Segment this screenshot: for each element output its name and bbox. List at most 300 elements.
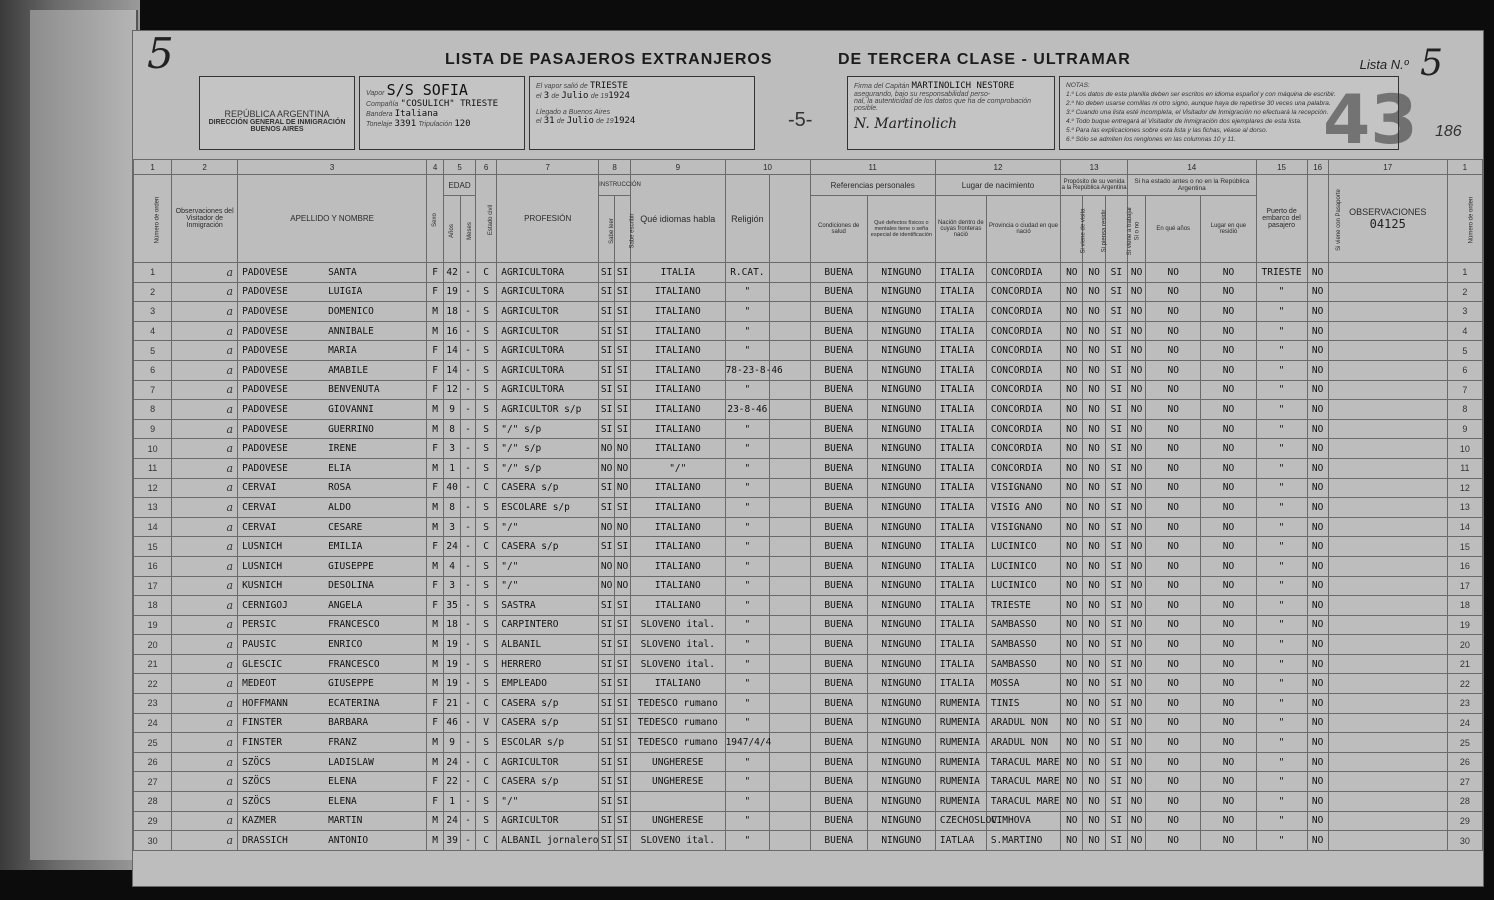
cell-obs17 bbox=[1328, 360, 1447, 380]
cell-pas: NO bbox=[1307, 360, 1328, 380]
dash-five-mark: -5- bbox=[788, 109, 813, 131]
departure-port: TRIESTE bbox=[590, 81, 628, 91]
cell-ciudad: TARACUL MARE bbox=[986, 792, 1060, 812]
cell-obs17 bbox=[1328, 380, 1447, 400]
cell-lugar_ant: NO bbox=[1201, 556, 1256, 576]
cell-civil: S bbox=[475, 458, 496, 478]
th-instruccion: INSTRUCCIÓN bbox=[599, 175, 631, 196]
cell-nombre: FRANCESCO bbox=[328, 619, 380, 631]
cell-obs17 bbox=[1328, 654, 1447, 674]
cell-p1: NO bbox=[1061, 733, 1083, 753]
cell-meses: - bbox=[461, 635, 476, 655]
cell-estuvo: NO bbox=[1128, 654, 1146, 674]
cell-estuvo: NO bbox=[1128, 360, 1146, 380]
passenger-row bbox=[134, 752, 1483, 772]
th-numero-orden: Número de orden bbox=[134, 175, 172, 263]
republic-header bbox=[199, 76, 355, 150]
cell-sexo: M bbox=[427, 556, 444, 576]
cell-anos_ant: NO bbox=[1146, 733, 1201, 753]
cell-escribir: SI bbox=[615, 400, 631, 420]
cell-blank bbox=[770, 772, 810, 792]
cell-obs17 bbox=[1328, 439, 1447, 459]
cell-n: 30 bbox=[134, 831, 172, 851]
ship-name: S/S SOFIA bbox=[386, 81, 468, 99]
passenger-rows bbox=[134, 263, 1483, 851]
cell-meses: - bbox=[461, 263, 476, 283]
cell-anos: 1 bbox=[444, 458, 461, 478]
cell-leer: NO bbox=[599, 517, 615, 537]
cell-pas: NO bbox=[1307, 694, 1328, 714]
cell-salud: BUENA bbox=[810, 419, 867, 439]
cell-puerto: " bbox=[1256, 498, 1307, 518]
cell-civil: S bbox=[475, 576, 496, 596]
cell-p2: NO bbox=[1083, 772, 1105, 792]
cell-anos_ant: NO bbox=[1146, 458, 1201, 478]
th-lugar-nacimiento: Lugar de nacimiento bbox=[935, 175, 1060, 196]
cell-ciudad: CONCORDIA bbox=[986, 263, 1060, 283]
cell-defectos: NINGUNO bbox=[867, 772, 935, 792]
cell-estuvo: NO bbox=[1128, 498, 1146, 518]
th-edad: EDAD bbox=[444, 175, 476, 196]
cell-p1: NO bbox=[1061, 615, 1083, 635]
cell-obs: a bbox=[172, 341, 238, 361]
cell-nacion: ITALIA bbox=[935, 596, 986, 616]
cell-n: 13 bbox=[1447, 498, 1482, 518]
th-sabe-escribir: Sabe escribir bbox=[615, 196, 631, 263]
cell-puerto: " bbox=[1256, 831, 1307, 851]
cell-puerto: " bbox=[1256, 654, 1307, 674]
cell-p3: SI bbox=[1105, 556, 1127, 576]
cell-leer: NO bbox=[599, 439, 615, 459]
cell-civil: S bbox=[475, 439, 496, 459]
cell-p3: SI bbox=[1105, 458, 1127, 478]
cell-name bbox=[238, 752, 427, 772]
cell-obs: a bbox=[172, 439, 238, 459]
departure-day: 3 bbox=[543, 91, 550, 101]
passenger-row bbox=[134, 596, 1483, 616]
th-estado-antes: Si ha estado antes o no en la República Argentina bbox=[1128, 175, 1257, 196]
cell-obs17 bbox=[1328, 733, 1447, 753]
cell-puerto: " bbox=[1256, 694, 1307, 714]
arrival-year: 1924 bbox=[613, 116, 636, 126]
passenger-row bbox=[134, 576, 1483, 596]
cell-name bbox=[238, 792, 427, 812]
ship-company: "COSULICH" TRIESTE bbox=[400, 99, 499, 109]
cell-salud: BUENA bbox=[810, 439, 867, 459]
cell-p3: SI bbox=[1105, 321, 1127, 341]
cell-blank bbox=[770, 537, 810, 557]
cell-p1: NO bbox=[1061, 360, 1083, 380]
cell-apellido: PADOVESE bbox=[242, 325, 288, 337]
cell-profesion: CASERA s/p bbox=[497, 772, 599, 792]
cell-meses: - bbox=[461, 341, 476, 361]
cell-p3: SI bbox=[1105, 733, 1127, 753]
cell-obs: a bbox=[172, 263, 238, 283]
cell-p2: NO bbox=[1083, 360, 1105, 380]
cell-escribir: SI bbox=[615, 733, 631, 753]
cell-profesion: "/" bbox=[497, 792, 599, 812]
cell-p3: SI bbox=[1105, 713, 1127, 733]
cell-blank bbox=[770, 478, 810, 498]
cell-anos: 16 bbox=[444, 321, 461, 341]
cell-idioma: TEDESCO rumano bbox=[631, 713, 726, 733]
tripulacion-label: Tripulación bbox=[418, 121, 453, 128]
cell-civil: C bbox=[475, 752, 496, 772]
cell-p2: NO bbox=[1083, 478, 1105, 498]
cell-p2: NO bbox=[1083, 792, 1105, 812]
passenger-row bbox=[134, 811, 1483, 831]
cell-idioma: SLOVENO ital. bbox=[631, 615, 726, 635]
cell-civil: S bbox=[475, 321, 496, 341]
passenger-row bbox=[134, 419, 1483, 439]
cell-nombre: CESARE bbox=[328, 521, 363, 533]
cell-ciudad: ARADUL NON bbox=[986, 733, 1060, 753]
cell-nacion: ITALIA bbox=[935, 380, 986, 400]
cell-puerto: " bbox=[1256, 302, 1307, 322]
cell-blank bbox=[770, 694, 810, 714]
cell-anos: 3 bbox=[444, 576, 461, 596]
cell-anos: 3 bbox=[444, 517, 461, 537]
cell-p3: SI bbox=[1105, 302, 1127, 322]
note-line: 2.º No deben usarse comillas ni otro signo, aunque haya de repetirse 30 veces una palabra. bbox=[1066, 100, 1331, 107]
cell-pas: NO bbox=[1307, 302, 1328, 322]
cell-blank bbox=[770, 419, 810, 439]
cell-idioma: ITALIANO bbox=[631, 537, 726, 557]
cell-meses: - bbox=[461, 576, 476, 596]
cell-lugar_ant: NO bbox=[1201, 263, 1256, 283]
th-estado-civil: Estado civil bbox=[475, 175, 496, 263]
cell-idioma: ITALIANO bbox=[631, 400, 726, 420]
cell-civil: C bbox=[475, 694, 496, 714]
cell-n: 26 bbox=[134, 752, 172, 772]
cell-n: 28 bbox=[1447, 792, 1482, 812]
cell-profesion: AGRICULTORA bbox=[497, 360, 599, 380]
cell-defectos: NINGUNO bbox=[867, 576, 935, 596]
cell-lugar_ant: NO bbox=[1201, 615, 1256, 635]
cell-obs: a bbox=[172, 478, 238, 498]
cell-p2: NO bbox=[1083, 517, 1105, 537]
cell-anos_ant: NO bbox=[1146, 831, 1201, 851]
cell-idioma: ITALIANO bbox=[631, 341, 726, 361]
cell-defectos: NINGUNO bbox=[867, 282, 935, 302]
cell-ciudad: CONCORDIA bbox=[986, 321, 1060, 341]
cell-leer: SI bbox=[599, 694, 615, 714]
cell-estuvo: NO bbox=[1128, 478, 1146, 498]
cell-lugar_ant: NO bbox=[1201, 674, 1256, 694]
cell-n: 10 bbox=[1447, 439, 1482, 459]
cell-puerto: " bbox=[1256, 282, 1307, 302]
cell-blank bbox=[770, 713, 810, 733]
cell-apellido: PADOVESE bbox=[242, 462, 288, 474]
cell-civil: S bbox=[475, 635, 496, 655]
cell-leer: SI bbox=[599, 772, 615, 792]
cell-salud: BUENA bbox=[810, 458, 867, 478]
cell-civil: S bbox=[475, 498, 496, 518]
cell-civil: S bbox=[475, 380, 496, 400]
cell-defectos: NINGUNO bbox=[867, 263, 935, 283]
cell-sexo: F bbox=[427, 537, 444, 557]
cell-p2: NO bbox=[1083, 596, 1105, 616]
cell-p2: NO bbox=[1083, 498, 1105, 518]
cell-defectos: NINGUNO bbox=[867, 517, 935, 537]
th-numero-orden-right: Número de orden bbox=[1447, 175, 1482, 263]
captain-name: MARTINOLICH NESTORE bbox=[911, 81, 1015, 91]
cell-p3: SI bbox=[1105, 654, 1127, 674]
cell-apellido: SZÖCS bbox=[242, 756, 271, 768]
cell-p3: SI bbox=[1105, 615, 1127, 635]
cell-meses: - bbox=[461, 458, 476, 478]
cell-nacion: ITALIA bbox=[935, 517, 986, 537]
cell-estuvo: NO bbox=[1128, 302, 1146, 322]
cell-defectos: NINGUNO bbox=[867, 458, 935, 478]
cell-sexo: M bbox=[427, 321, 444, 341]
cell-nombre: GUERRINO bbox=[328, 423, 374, 435]
cell-n: 24 bbox=[1447, 713, 1482, 733]
passenger-row bbox=[134, 263, 1483, 283]
cell-meses: - bbox=[461, 302, 476, 322]
cell-profesion: AGRICULTOR bbox=[497, 302, 599, 322]
cell-anos_ant: NO bbox=[1146, 380, 1201, 400]
salio-el-label: el bbox=[536, 93, 542, 100]
cell-sexo: M bbox=[427, 831, 444, 851]
cell-n: 9 bbox=[134, 419, 172, 439]
cell-ciudad: SAMBASSO bbox=[986, 654, 1060, 674]
cell-puerto: " bbox=[1256, 478, 1307, 498]
cell-ciudad: VISIGNANO bbox=[986, 478, 1060, 498]
cell-puerto: " bbox=[1256, 674, 1307, 694]
cell-escribir: SI bbox=[615, 772, 631, 792]
cell-salud: BUENA bbox=[810, 733, 867, 753]
cell-ciudad: LUCINICO bbox=[986, 556, 1060, 576]
cell-meses: - bbox=[461, 282, 476, 302]
cell-salud: BUENA bbox=[810, 282, 867, 302]
cell-escribir: SI bbox=[615, 792, 631, 812]
cell-sexo: M bbox=[427, 302, 444, 322]
salio-de-label: de bbox=[551, 93, 560, 100]
cell-puerto: " bbox=[1256, 400, 1307, 420]
cell-civil: S bbox=[475, 674, 496, 694]
th-sexo: Sexo bbox=[427, 175, 444, 263]
column-number: 10 bbox=[725, 160, 810, 175]
cell-nacion: ITALIA bbox=[935, 419, 986, 439]
cell-puerto: " bbox=[1256, 811, 1307, 831]
cell-nombre: ANTONIO bbox=[328, 835, 369, 847]
cell-leer: SI bbox=[599, 263, 615, 283]
cell-meses: - bbox=[461, 654, 476, 674]
cell-idioma: ITALIANO bbox=[631, 576, 726, 596]
th-referencias: Referencias personales bbox=[810, 175, 935, 196]
cell-nombre: BENVENUTA bbox=[328, 384, 380, 396]
cell-p1: NO bbox=[1061, 302, 1083, 322]
cell-obs: a bbox=[172, 576, 238, 596]
cell-leer: NO bbox=[599, 576, 615, 596]
cell-p2: NO bbox=[1083, 654, 1105, 674]
cell-p2: NO bbox=[1083, 537, 1105, 557]
cell-puerto: " bbox=[1256, 635, 1307, 655]
cell-ciudad: MOSSA bbox=[986, 674, 1060, 694]
cell-obs: a bbox=[172, 713, 238, 733]
cell-profesion: ESCOLARE s/p bbox=[497, 498, 599, 518]
cell-lugar_ant: NO bbox=[1201, 654, 1256, 674]
cell-meses: - bbox=[461, 439, 476, 459]
cell-salud: BUENA bbox=[810, 400, 867, 420]
cell-pas: NO bbox=[1307, 792, 1328, 812]
cell-anos: 42 bbox=[444, 263, 461, 283]
cell-idioma: ITALIANO bbox=[631, 419, 726, 439]
cell-salud: BUENA bbox=[810, 380, 867, 400]
th-puerto: Puerto de embarco del pasajero bbox=[1256, 175, 1307, 263]
cell-leer: SI bbox=[599, 792, 615, 812]
cell-sexo: F bbox=[427, 282, 444, 302]
cell-salud: BUENA bbox=[810, 752, 867, 772]
route-info bbox=[529, 76, 755, 150]
cell-p3: SI bbox=[1105, 694, 1127, 714]
cell-nacion: ITALIA bbox=[935, 400, 986, 420]
cell-ciudad: VISIG ANO bbox=[986, 498, 1060, 518]
cell-idioma: SLOVENO ital. bbox=[631, 654, 726, 674]
th-apellido-nombre: APELLIDO Y NOMBRE bbox=[238, 175, 427, 263]
cell-profesion: ESCOLAR s/p bbox=[497, 733, 599, 753]
cell-pas: NO bbox=[1307, 282, 1328, 302]
cell-p3: SI bbox=[1105, 537, 1127, 557]
cell-name bbox=[238, 615, 427, 635]
cell-obs17 bbox=[1328, 537, 1447, 557]
cell-p3: SI bbox=[1105, 674, 1127, 694]
cell-anos: 46 bbox=[444, 713, 461, 733]
cell-nombre: IRENE bbox=[328, 443, 357, 455]
passenger-row bbox=[134, 615, 1483, 635]
cell-ciudad: LUCINICO bbox=[986, 576, 1060, 596]
cell-civil: S bbox=[475, 517, 496, 537]
tonelaje-label: Tonelaje bbox=[366, 121, 393, 128]
vapor-label: Vapor bbox=[366, 90, 385, 97]
cell-estuvo: NO bbox=[1128, 772, 1146, 792]
cell-anos: 19 bbox=[444, 635, 461, 655]
cell-p1: NO bbox=[1061, 458, 1083, 478]
cell-profesion: AGRICULTOR bbox=[497, 811, 599, 831]
th-prop-residir: Si piensa residir bbox=[1083, 196, 1105, 263]
cell-profesion: CASERA s/p bbox=[497, 713, 599, 733]
cell-p1: NO bbox=[1061, 380, 1083, 400]
cell-religion: " bbox=[725, 439, 770, 459]
cell-meses: - bbox=[461, 694, 476, 714]
cell-pas: NO bbox=[1307, 556, 1328, 576]
cell-anos_ant: NO bbox=[1146, 792, 1201, 812]
cell-estuvo: NO bbox=[1128, 811, 1146, 831]
passenger-row bbox=[134, 792, 1483, 812]
cell-obs17 bbox=[1328, 263, 1447, 283]
cell-p1: NO bbox=[1061, 713, 1083, 733]
cell-escribir: SI bbox=[615, 674, 631, 694]
cell-leer: SI bbox=[599, 360, 615, 380]
cell-nacion: ITALIA bbox=[935, 674, 986, 694]
cell-nacion: ITALIA bbox=[935, 615, 986, 635]
cell-obs17 bbox=[1328, 694, 1447, 714]
cell-ciudad: CONCORDIA bbox=[986, 302, 1060, 322]
cell-sexo: M bbox=[427, 400, 444, 420]
cell-pas: NO bbox=[1307, 341, 1328, 361]
cell-leer: NO bbox=[599, 556, 615, 576]
cell-sexo: M bbox=[427, 752, 444, 772]
note-line: 5.º Para las explicaciones sobre esta lista y las fichas, véase al dorso. bbox=[1066, 127, 1268, 134]
cell-nacion: CZECHOSLOV. bbox=[935, 811, 986, 831]
cell-p2: NO bbox=[1083, 635, 1105, 655]
cell-ciudad: TINIS bbox=[986, 694, 1060, 714]
cell-meses: - bbox=[461, 419, 476, 439]
cell-civil: C bbox=[475, 537, 496, 557]
cell-nacion: ITALIA bbox=[935, 439, 986, 459]
cell-civil: S bbox=[475, 811, 496, 831]
cell-nacion: ITALIA bbox=[935, 458, 986, 478]
salio-label: El vapor salió de bbox=[536, 83, 588, 90]
cell-apellido: PADOVESE bbox=[242, 345, 288, 357]
cell-anos_ant: NO bbox=[1146, 674, 1201, 694]
cell-blank bbox=[770, 733, 810, 753]
cell-religion: " bbox=[725, 674, 770, 694]
passenger-row bbox=[134, 713, 1483, 733]
cell-nombre: MARTIN bbox=[328, 815, 363, 827]
column-number: 3 bbox=[238, 160, 427, 175]
cell-anos: 14 bbox=[444, 341, 461, 361]
cell-escribir: SI bbox=[615, 498, 631, 518]
th-prop-trabajar: Si viene a trabajar bbox=[1105, 196, 1127, 263]
cell-leer: SI bbox=[599, 498, 615, 518]
cell-apellido: PADOVESE bbox=[242, 384, 288, 396]
cell-obs: a bbox=[172, 635, 238, 655]
cell-religion: " bbox=[725, 282, 770, 302]
cell-anos: 8 bbox=[444, 419, 461, 439]
cell-profesion: AGRICULTORA bbox=[497, 380, 599, 400]
cell-nacion: RUMENIA bbox=[935, 792, 986, 812]
cell-puerto: TRIESTE bbox=[1256, 263, 1307, 283]
cell-profesion: AGRICULTORA bbox=[497, 263, 599, 283]
cell-nacion: ITALIA bbox=[935, 282, 986, 302]
cell-name bbox=[238, 694, 427, 714]
cell-apellido: MEDEOT bbox=[242, 678, 277, 690]
cell-n: 18 bbox=[134, 596, 172, 616]
cell-religion: 23-8-46 bbox=[725, 400, 770, 420]
cell-escribir: NO bbox=[615, 458, 631, 478]
cell-apellido: PERSIC bbox=[242, 619, 277, 631]
cell-p2: NO bbox=[1083, 282, 1105, 302]
cell-nacion: ITALIA bbox=[935, 341, 986, 361]
cell-estuvo: NO bbox=[1128, 694, 1146, 714]
cell-p1: NO bbox=[1061, 498, 1083, 518]
cell-p1: NO bbox=[1061, 654, 1083, 674]
cell-obs17 bbox=[1328, 302, 1447, 322]
cell-anos: 9 bbox=[444, 733, 461, 753]
cell-apellido: PADOVESE bbox=[242, 423, 288, 435]
cell-estuvo: NO bbox=[1128, 576, 1146, 596]
cell-name bbox=[238, 341, 427, 361]
cell-civil: C bbox=[475, 772, 496, 792]
cell-anos_ant: NO bbox=[1146, 537, 1201, 557]
cell-p1: NO bbox=[1061, 792, 1083, 812]
cell-defectos: NINGUNO bbox=[867, 831, 935, 851]
cell-blank bbox=[770, 654, 810, 674]
cell-lugar_ant: NO bbox=[1201, 713, 1256, 733]
llegado-el-label: el bbox=[536, 118, 542, 125]
cell-obs: a bbox=[172, 458, 238, 478]
departure-year: 1924 bbox=[608, 91, 630, 101]
cell-leer: SI bbox=[599, 752, 615, 772]
cell-lugar_ant: NO bbox=[1201, 458, 1256, 478]
cell-religion: " bbox=[725, 576, 770, 596]
cell-obs17 bbox=[1328, 772, 1447, 792]
column-number: 13 bbox=[1061, 160, 1128, 175]
cell-sexo: F bbox=[427, 439, 444, 459]
cell-nombre: FRANZ bbox=[328, 737, 357, 749]
